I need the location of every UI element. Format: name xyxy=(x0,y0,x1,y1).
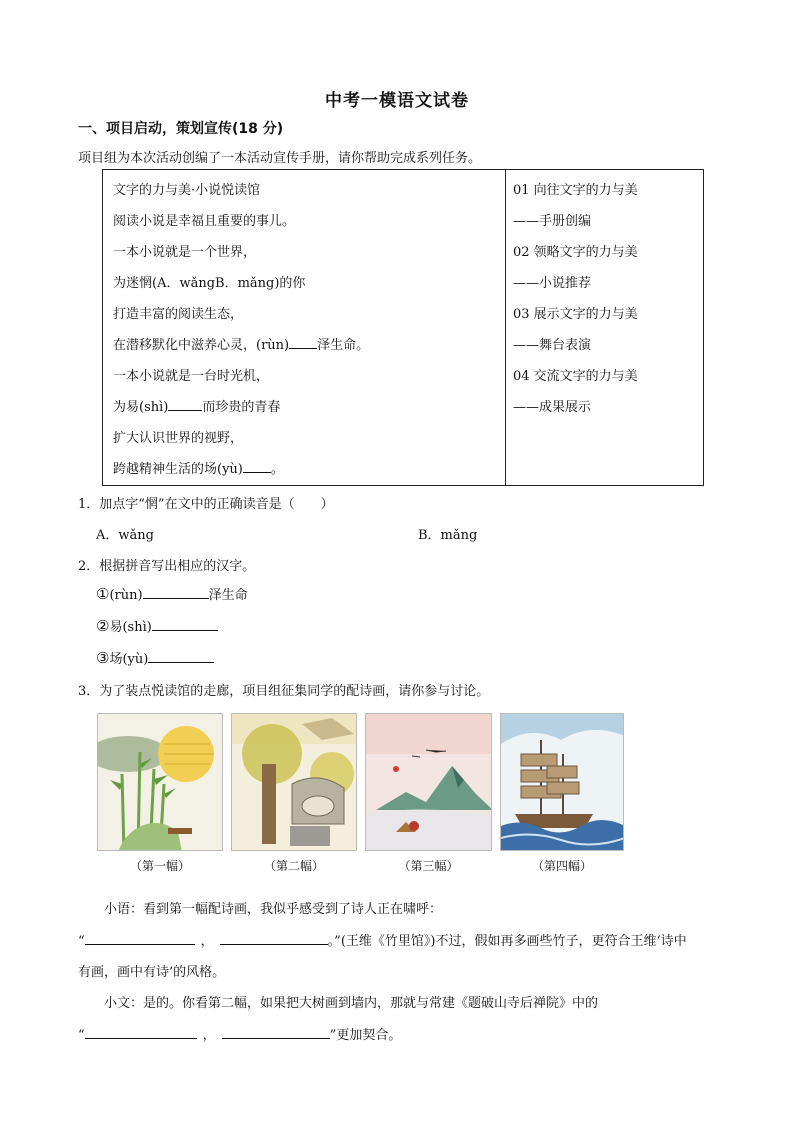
q2-answer-blank[interactable] xyxy=(143,586,209,599)
page-title: 中考一模语文试卷 xyxy=(325,91,469,111)
brochure-line: 文字的力与美·小说悦读馆 xyxy=(113,183,261,198)
q2-item-mark: ② xyxy=(96,617,110,635)
q2-answer-blank[interactable] xyxy=(148,650,214,663)
poem-blank-1[interactable] xyxy=(85,932,195,945)
comma: ， xyxy=(202,1028,216,1043)
q2-item-mark: ① xyxy=(96,585,110,603)
q2-item xyxy=(96,648,214,667)
q2-item-pinyin: 易(shì) xyxy=(109,620,152,635)
fill-blank-run[interactable] xyxy=(289,336,317,349)
q2-item-mark: ③ xyxy=(96,649,110,667)
brochure-line: 扩大认识世界的视野， xyxy=(113,431,244,446)
agenda-line: ——手册创编 xyxy=(513,214,592,229)
dialogue-text: ”更加契合。 xyxy=(329,1028,402,1043)
brochure-line-text: 而珍贵的青春 xyxy=(202,400,281,415)
q1-option-b[interactable]: B．mǎng xyxy=(418,528,478,543)
painting-1-caption: （第一幅） xyxy=(129,859,190,873)
dialogue-xiaowen-line2 xyxy=(78,1024,401,1043)
quote-open: “ xyxy=(78,1028,85,1043)
table-divider xyxy=(505,170,506,485)
fill-blank-shi[interactable] xyxy=(168,398,202,411)
q2-answer-blank[interactable] xyxy=(152,618,218,631)
intro-text: 项目组为本次活动创编了一本活动宣传手册，请你帮助完成系列任务。 xyxy=(78,151,482,166)
poem-blank-4[interactable] xyxy=(222,1026,330,1039)
brochure-line-text: 为易(shì) xyxy=(113,400,169,415)
brochure-line xyxy=(113,458,284,477)
agenda-line: ——舞台表演 xyxy=(513,338,592,353)
brochure-line: 一本小说就是一台时光机， xyxy=(113,369,270,384)
dialogue-xiaowen-line1: 小文：是的。你看第二幅，如果把大树画到墙内，那就与常建《题破山寺后禅院》中的 xyxy=(104,996,599,1011)
q2-item xyxy=(96,584,248,603)
dialogue-text: 。”(王维《竹里馆》)不过，假如再多画些竹子，更符合王维‘诗中 xyxy=(327,934,687,949)
section-title: 一、项目启动，策划宣传(18 分) xyxy=(78,121,284,137)
painting-3-image xyxy=(365,713,492,851)
brochure-line: 阅读小说是幸福且重要的事儿。 xyxy=(113,214,296,229)
q3-stem: 3．为了装点悦读馆的走廊，项目组征集同学的配诗画，请你参与讨论。 xyxy=(78,684,490,699)
q2-stem: 2．根据拼音写出相应的汉字。 xyxy=(78,559,256,574)
poem-blank-3[interactable] xyxy=(85,1026,197,1039)
comma: ， xyxy=(200,934,214,949)
painting-4-image xyxy=(500,713,624,851)
painting-2-image xyxy=(231,713,357,851)
dialogue-xiaoyu-line1: 小语：看到第一幅配诗画，我似乎感受到了诗人正在啸呼： xyxy=(104,902,443,917)
quote-open: “ xyxy=(78,934,85,949)
brochure-line: 打造丰富的阅读生态， xyxy=(113,307,244,322)
painting-2-caption: （第二幅） xyxy=(263,859,324,873)
poem-blank-2[interactable] xyxy=(220,932,328,945)
painting-4-caption: （第四幅） xyxy=(531,859,592,873)
agenda-line: 01 向往文字的力与美 xyxy=(513,183,638,198)
agenda-line: ——小说推荐 xyxy=(513,276,592,291)
painting-1-image xyxy=(97,713,223,851)
painting-3-caption: （第三幅） xyxy=(398,859,459,873)
q2-item-pinyin: (rùn) xyxy=(109,588,143,603)
brochure-line: 为迷惘(A．wǎngB．mǎng)的你 xyxy=(113,276,306,291)
q1-stem: 1．加点字“惘”在文中的正确读音是（ ） xyxy=(78,497,334,512)
brochure-line-text: 。 xyxy=(270,462,284,477)
brochure-line-text: 在潜移默化中滋养心灵，(rùn) xyxy=(113,338,290,353)
dialogue-xiaoyu-line3: 有画，画中有诗’的风格。 xyxy=(78,965,226,980)
brochure-line-text: 跨越精神生活的场(yù) xyxy=(113,462,243,477)
agenda-line: 03 展示文字的力与美 xyxy=(513,307,638,322)
brochure-line xyxy=(113,396,280,415)
dialogue-xiaoyu-line2 xyxy=(78,930,687,949)
agenda-line: 02 领略文字的力与美 xyxy=(513,245,638,260)
q2-item xyxy=(96,616,218,635)
brochure-table xyxy=(102,169,704,486)
brochure-line-text: 泽生命。 xyxy=(317,338,370,353)
q2-item-pinyin: 场(yù) xyxy=(109,652,149,667)
brochure-line xyxy=(113,334,369,353)
q1-option-a[interactable]: A．wǎng xyxy=(96,528,154,543)
agenda-line: 04 交流文字的力与美 xyxy=(513,369,638,384)
brochure-line: 一本小说就是一个世界， xyxy=(113,245,257,260)
agenda-line: ——成果展示 xyxy=(513,400,592,415)
q2-item-after: 泽生命 xyxy=(208,588,248,603)
fill-blank-yu[interactable] xyxy=(243,460,271,473)
